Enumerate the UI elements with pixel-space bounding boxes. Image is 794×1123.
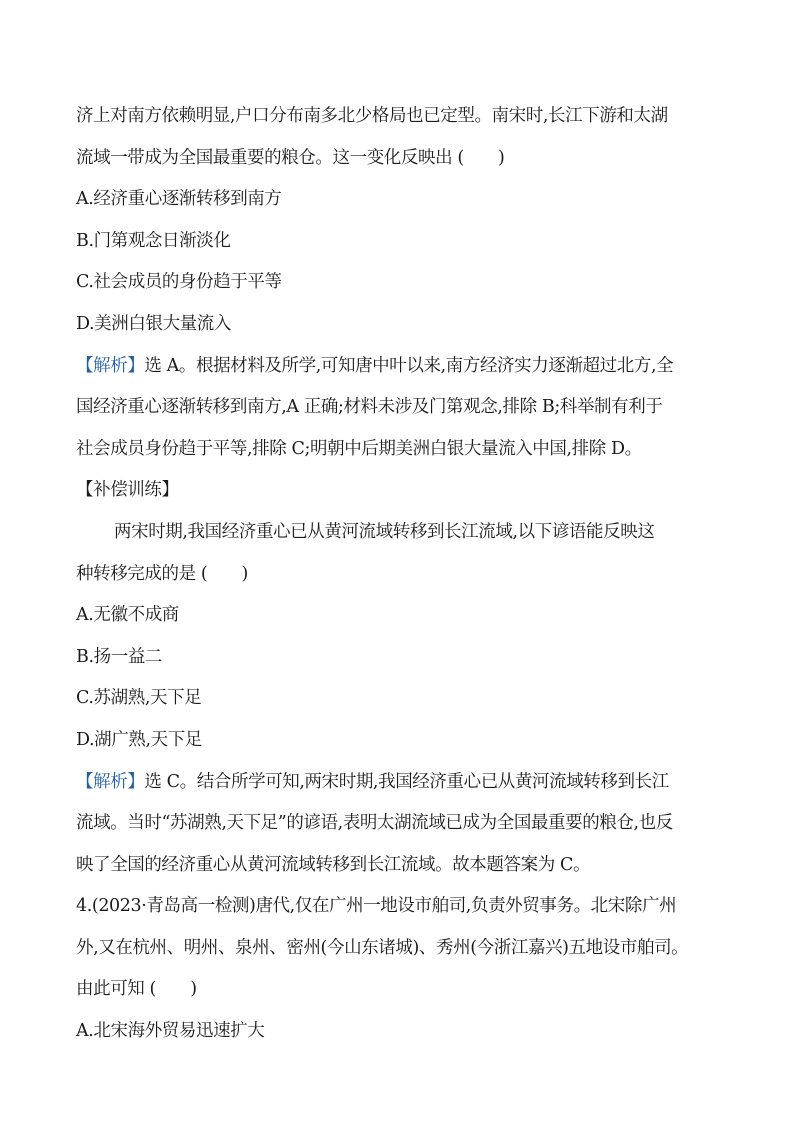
analysis-text: 结合所学可知,两宋时期,我国经济重心已从黄河流域转移到长江 (196, 771, 669, 792)
question-stem-line: 济上对南方依赖明显,户口分布南多北少格局也已定型。南宋时,长江下游和太湖 (76, 106, 668, 126)
option-c: C.苏湖熟,天下足 (76, 688, 202, 709)
analysis-line (76, 346, 722, 388)
option-a: A.无徽不成商 (76, 605, 179, 626)
analysis-line (76, 762, 722, 804)
analysis-line: 社会成员身份趋于平等,排除 C;明朝中后期美洲白银大量流入中国,排除 D。 (76, 438, 642, 459)
analysis-answer: 选 C。 (144, 771, 197, 792)
option-a: A.经济重心逐渐转移到南方 (76, 189, 282, 210)
option-d: D.美洲白银大量流入 (76, 313, 231, 334)
option-d: D.湖广熟,天下足 (76, 729, 202, 750)
option-a: A.北宋海外贸易迅速扩大 (76, 1021, 265, 1042)
question-stem-line: 两宋时期,我国经济重心已从黄河流域转移到长江流域,以下谚语能反映这 (114, 521, 655, 542)
section-heading: 【补偿训练】 (76, 480, 179, 501)
question-stem-line: 由此可知 ( ) (76, 979, 197, 1000)
analysis-tag: 【解析】 (76, 771, 145, 792)
option-b: B.扬一益二 (76, 646, 163, 667)
document-page (76, 96, 722, 1053)
analysis-text: 根据材料及所学,可知唐中叶以来,南方经济实力逐渐超过北方,全 (196, 355, 674, 376)
question-stem-line: 流域一带成为全国最重要的粮仓。这一变化反映出 ( ) (76, 147, 505, 168)
analysis-line: 国经济重心逐渐转移到南方,A 正确;材料未涉及门第观念,排除 B;科举制有利于 (76, 397, 663, 418)
analysis-line: 映了全国的经济重心从黄河流域转移到长江流域。故本题答案为 C。 (76, 854, 591, 875)
question-stem-line: 外,又在杭州、明州、泉州、密州(今山东诸城)、秀州(今浙江嘉兴)五地设市舶司。 (76, 937, 689, 958)
question-stem-line: 4.(2023·青岛高一检测)唐代,仅在广州一地设市舶司,负责外贸事务。北宋除广州 (76, 896, 677, 917)
analysis-answer: 选 A。 (144, 355, 197, 376)
question-stem-line: 种转移完成的是 ( ) (76, 563, 248, 584)
analysis-line: 流域。当时“苏湖熟,天下足”的谚语,表明太湖流域已成为全国最重要的粮仓,也反 (76, 813, 673, 834)
analysis-tag: 【解析】 (76, 355, 145, 376)
option-c: C.社会成员的身份趋于平等 (76, 272, 282, 293)
option-b: B.门第观念日渐淡化 (76, 230, 231, 251)
